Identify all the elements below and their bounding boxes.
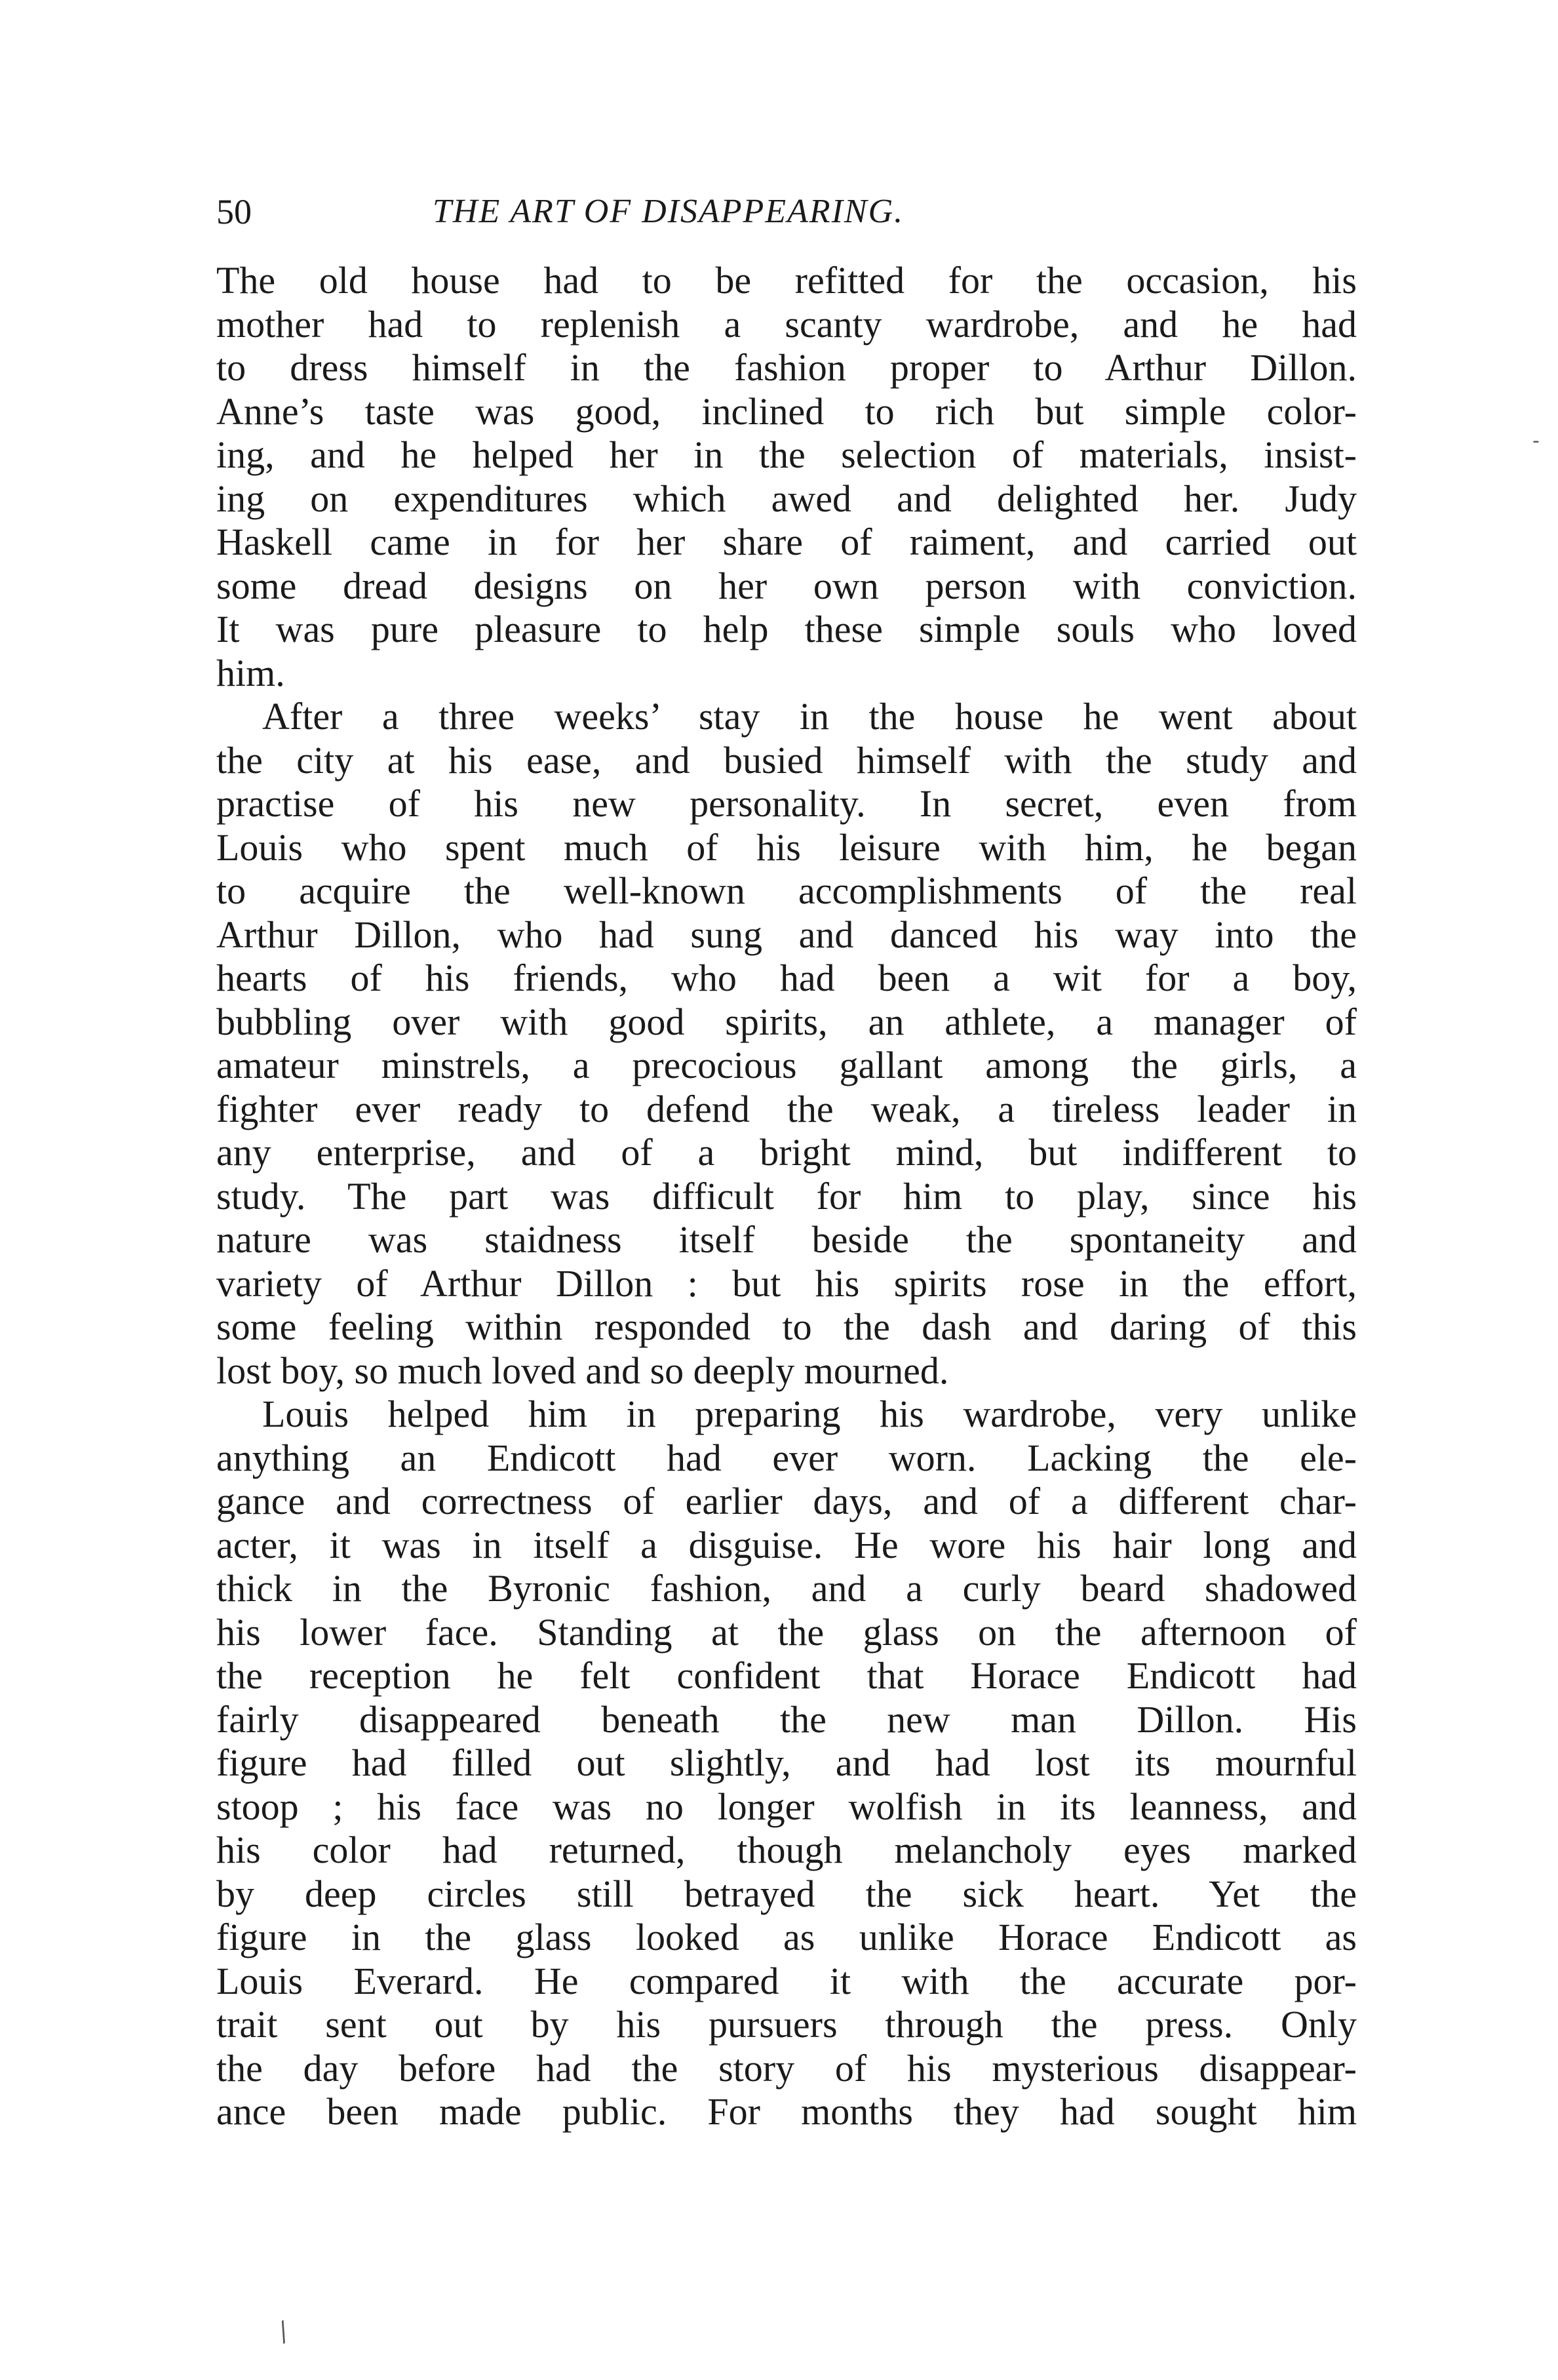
text-line: Arthur Dillon, who had sung and danced his way into the xyxy=(216,913,1357,956)
text-line: lost boy, so much loved and so deeply mourned. xyxy=(216,1349,949,1392)
text-line: practise of his new personality. In secret, even from xyxy=(216,782,1357,825)
text-line: thick in the Byronic fashion, and a curly beard shadowed xyxy=(216,1567,1357,1610)
paragraph xyxy=(216,695,1357,1393)
text-line: his lower face. Standing at the glass on the afternoon of xyxy=(216,1610,1357,1654)
text-line: fairly disappeared beneath the new man Dillon. His xyxy=(216,1697,1357,1741)
text-line: him. xyxy=(216,651,285,694)
text-line: gance and correctness of earlier days, and of a different char- xyxy=(216,1480,1357,1522)
text-line: trait sent out by his pursuers through the press. Only xyxy=(216,2003,1357,2046)
text-line: It was pure pleasure to help these simple souls who loved xyxy=(216,608,1357,650)
text-line: study. The part was difficult for him to play, since his xyxy=(216,1174,1357,1218)
text-line: by deep circles still betrayed the sick heart. Yet the xyxy=(216,1872,1357,1915)
text-line: acter, it was in itself a disguise. He wore his hair long and xyxy=(216,1523,1357,1566)
text-line: the reception he felt confident that Horace Endicott had xyxy=(216,1654,1357,1697)
paragraph xyxy=(216,259,1357,695)
running-title: THE ART OF DISAPPEARING. xyxy=(433,193,905,230)
text-line: bubbling over with good spirits, an athlete, a manager of xyxy=(216,1000,1357,1043)
text-line: anything an Endicott had ever worn. Lacking the ele- xyxy=(216,1436,1357,1479)
text-line: amateur minstrels, a precocious gallant among the girls, a xyxy=(216,1044,1357,1086)
text-line: The old house had to be refitted for the occasion, his xyxy=(216,259,1357,302)
text-line: ing on expenditures which awed and delighted her. Judy xyxy=(216,477,1357,520)
text-line: Louis helped him in preparing his wardrobe, very unlike xyxy=(262,1393,1357,1435)
body-text xyxy=(216,259,1357,2134)
text-line: mother had to replenish a scanty wardrobe, and he had xyxy=(216,302,1357,346)
text-line: the city at his ease, and busied himself with the study and xyxy=(216,738,1357,782)
text-line: Haskell came in for her share of raiment, and carried out xyxy=(216,521,1357,563)
text-line: some feeling within responded to the dash and daring of this xyxy=(216,1305,1357,1348)
text-line: any enterprise, and of a bright mind, but indifferent to xyxy=(216,1131,1357,1174)
text-line: ing, and he helped her in the selection of materials, insist- xyxy=(216,433,1357,476)
text-line: Louis who spent much of his leisure with him, he began xyxy=(216,825,1357,869)
text-line: fighter ever ready to defend the weak, a tireless leader in xyxy=(216,1087,1357,1130)
text-line: hearts of his friends, who had been a wit for a boy, xyxy=(216,957,1357,999)
text-line: to acquire the well-known accomplishments of the real xyxy=(216,869,1357,912)
text-line: nature was staidness itself beside the spontaneity and xyxy=(216,1218,1357,1261)
text-line: variety of Arthur Dillon : but his spirits rose in the effort, xyxy=(216,1261,1357,1305)
text-line: After a three weeks’ stay in the house he went about xyxy=(262,695,1357,738)
stray-mark-decoration: ⁄ xyxy=(273,2319,295,2347)
text-line: stoop ; his face was no longer wolfish in its leanness, and xyxy=(216,1785,1357,1828)
text-line: his color had returned, though melancholy eyes marked xyxy=(216,1829,1357,1871)
text-line: some dread designs on her own person with conviction. xyxy=(216,564,1357,607)
paragraph xyxy=(216,1393,1357,2134)
text-line: figure had filled out slightly, and had lost its mournful xyxy=(216,1741,1357,1784)
stray-mark-decoration: - xyxy=(1532,429,1540,452)
text-line: figure in the glass looked as unlike Horace Endicott as xyxy=(216,1916,1357,1958)
page-header xyxy=(216,189,1363,235)
text-line: ance been made public. For months they had sought him xyxy=(216,2090,1357,2133)
text-line: to dress himself in the fashion proper to Arthur Dillon. xyxy=(216,346,1357,389)
page-number: 50 xyxy=(216,192,252,231)
text-line: Louis Everard. He compared it with the accurate por- xyxy=(216,1959,1357,2002)
text-line: Anne’s taste was good, inclined to rich but simple color- xyxy=(216,389,1357,433)
text-line: the day before had the story of his mysterious disappear- xyxy=(216,2046,1357,2090)
